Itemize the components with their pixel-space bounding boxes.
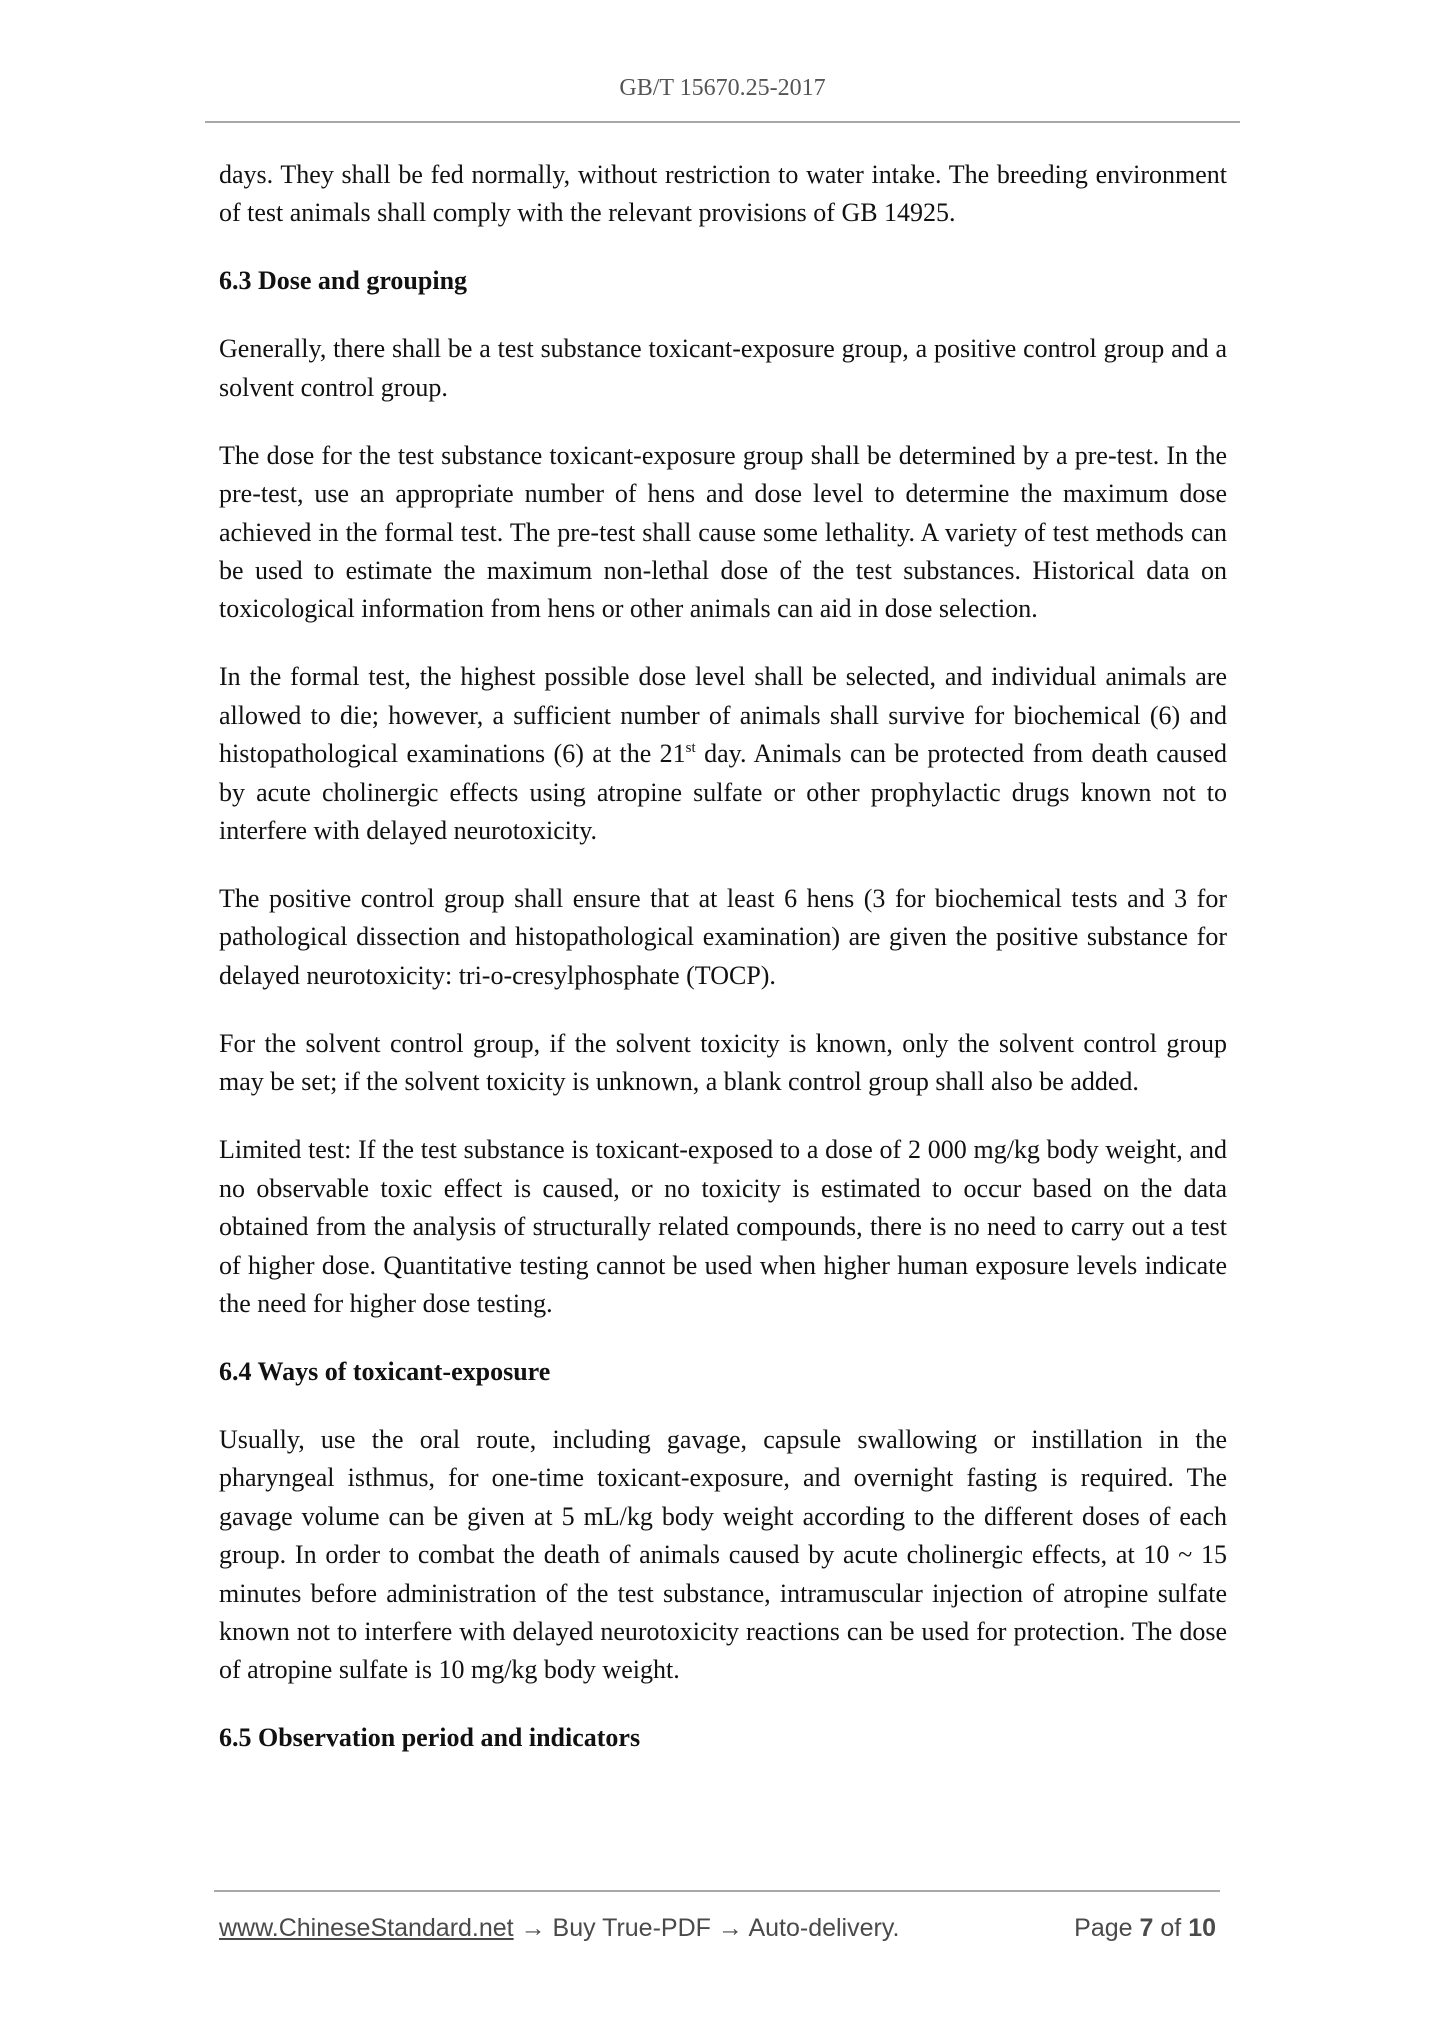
page-total: 10 — [1188, 1914, 1216, 1942]
page-label: Page — [1074, 1914, 1133, 1942]
section-heading-6-4: 6.4 Ways of toxicant-exposure — [219, 1356, 551, 1386]
paragraph-formal-test — [219, 658, 1227, 850]
running-header: GB/T 15670.25-2017 — [619, 75, 826, 101]
paragraph-limited-test: Limited test: If the test substance is toxicant-exposed to a dose of 2 000 mg/kg body weight, and no observable toxic effect is caused, or no toxicity is estimated to occur based on the data obtained from the analysis of structurally related compounds, there is no need to carry out a test of higher dose. Quantitative testing cannot be used when higher human exposure levels indicate the need for higher dose testing. — [219, 1135, 1227, 1318]
page-footer — [219, 1911, 1219, 1945]
page-content — [219, 156, 1227, 1787]
paragraph-solvent-control: For the solvent control group, if the solvent toxicity is known, only the solvent control group may be set; if the solvent toxicity is unknown, a blank control group shall also be added. — [219, 1028, 1227, 1097]
paragraph-positive-control: The positive control group shall ensure that at least 6 hens (3 for biochemical tests and 3 for pathological dissection and histopathological examination) are given the positive substance for delayed neurotoxicity: tri-o-cresylphosphate (TOCP). — [219, 884, 1227, 990]
arrow-icon: → — [717, 1914, 743, 1942]
footer-promo — [219, 1911, 899, 1945]
paragraph-intro: days. They shall be fed normally, without restriction to water intake. The breeding environment of test animals shall comply with the relevant provisions of GB 14925. — [219, 160, 1227, 228]
arrow-icon: → — [520, 1914, 546, 1942]
footer-divider — [214, 1890, 1220, 1892]
paragraph-pretest: The dose for the test substance toxicant-exposure group shall be determined by a pre-test. In the pre-test, use an appropriate number of hens and dose level to determine the maximum dose achieved in the formal test. The pre-test shall cause some lethality. A variety of test methods can be used to estimate the maximum non-lethal dose of the test substances. Historical data on toxicological information from hens or other animals can aid in dose selection. — [219, 440, 1227, 624]
buy-text: Buy True-PDF — [552, 1914, 711, 1942]
page-number — [1074, 1911, 1216, 1945]
section-heading-6-3: 6.3 Dose and grouping — [219, 266, 468, 296]
text-run: In the formal test, the highest possible dose level shall be selected, and individual animals are allowed to die; however, a sufficient number of animals shall survive for biochemical (6) and histopathological examinations (6) at the 21 — [219, 662, 1227, 769]
page-current: 7 — [1139, 1914, 1154, 1942]
of-label: of — [1160, 1914, 1182, 1942]
delivery-text: Auto-delivery. — [748, 1914, 900, 1942]
header-divider — [205, 121, 1240, 123]
paragraph-groups: Generally, there shall be a test substance toxicant-exposure group, a positive control group and a solvent control group. — [219, 334, 1227, 402]
text-run: day. Animals can be protected from death caused by acute cholinergic effects using atropine sulfate or other prophylactic drugs known not to interfere with delayed neurotoxicity. — [219, 739, 1228, 846]
ordinal-suffix: st — [685, 740, 696, 757]
paragraph-exposure-route: Usually, use the oral route, including gavage, capsule swallowing or instillation in the pharyngeal isthmus, for one-time toxicant-exposure, and overnight fasting is required. The gavage volume can be given at 5 mL/kg body weight according to the different doses of each group. In order to combat the death of animals caused by acute cholinergic effects, at 10 ~ 15 minutes before administration of the test substance, intramuscular injection of atropine sulfate known not to interfere with delayed neurotoxicity reactions can be used for protection. The dose of atropine sulfate is 10 mg/kg body weight. — [219, 1424, 1227, 1685]
section-heading-6-5: 6.5 Observation period and indicators — [219, 1723, 641, 1753]
site-link[interactable]: www.ChineseStandard.net — [219, 1914, 514, 1942]
